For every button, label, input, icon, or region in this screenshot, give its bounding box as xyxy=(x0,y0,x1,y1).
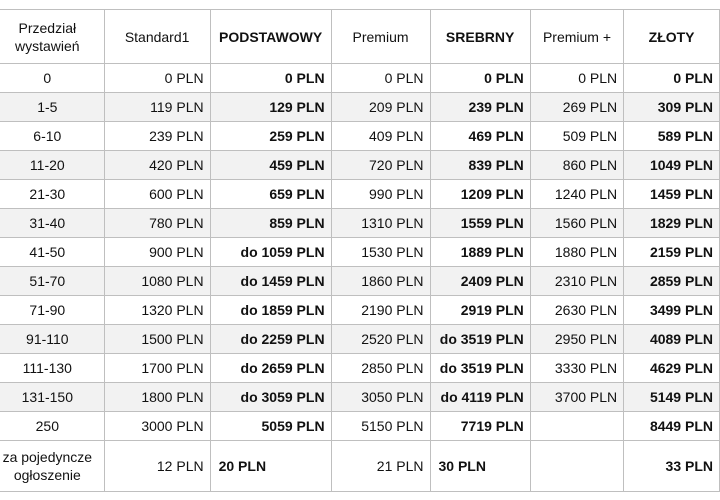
price-cell: 1560 PLN xyxy=(530,209,623,238)
price-cell: 1049 PLN xyxy=(624,151,720,180)
price-cell: 8449 PLN xyxy=(624,412,720,441)
price-cell: 7719 PLN xyxy=(430,412,530,441)
price-cell: 259 PLN xyxy=(210,122,331,151)
price-cell: 1209 PLN xyxy=(430,180,530,209)
range-cell: 6-10 xyxy=(0,122,104,151)
range-cell: 71-90 xyxy=(0,296,104,325)
price-cell: 420 PLN xyxy=(104,151,210,180)
price-cell: 5059 PLN xyxy=(210,412,331,441)
price-cell: do 3059 PLN xyxy=(210,383,331,412)
price-cell: 469 PLN xyxy=(430,122,530,151)
price-cell: 2630 PLN xyxy=(530,296,623,325)
price-cell: 0 PLN xyxy=(331,64,430,93)
header-range: Przedział wystawień xyxy=(0,10,104,64)
price-cell: 659 PLN xyxy=(210,180,331,209)
header-standard1: Standard1 xyxy=(104,10,210,64)
footer-row xyxy=(0,441,720,492)
price-cell: 1080 PLN xyxy=(104,267,210,296)
footer-price-cell: 20 PLN xyxy=(210,441,331,492)
price-cell: do 4119 PLN xyxy=(430,383,530,412)
price-cell: do 1459 PLN xyxy=(210,267,331,296)
price-cell: 2409 PLN xyxy=(430,267,530,296)
price-cell: 1320 PLN xyxy=(104,296,210,325)
price-cell: 600 PLN xyxy=(104,180,210,209)
footer-price-cell: 12 PLN xyxy=(104,441,210,492)
table-row xyxy=(0,383,720,412)
table-row xyxy=(0,151,720,180)
price-cell: 269 PLN xyxy=(530,93,623,122)
price-cell: 209 PLN xyxy=(331,93,430,122)
range-cell: 51-70 xyxy=(0,267,104,296)
price-cell: do 1059 PLN xyxy=(210,238,331,267)
price-cell: 1829 PLN xyxy=(624,209,720,238)
range-cell: 111-130 xyxy=(0,354,104,383)
table-row xyxy=(0,296,720,325)
price-cell: 720 PLN xyxy=(331,151,430,180)
price-cell: 1530 PLN xyxy=(331,238,430,267)
table-row xyxy=(0,93,720,122)
footer-price-cell: 21 PLN xyxy=(331,441,430,492)
header-srebrny: SREBRNY xyxy=(430,10,530,64)
header-podstawowy: PODSTAWOWY xyxy=(210,10,331,64)
range-cell: 131-150 xyxy=(0,383,104,412)
price-cell: 2520 PLN xyxy=(331,325,430,354)
price-cell: 780 PLN xyxy=(104,209,210,238)
price-cell: do 1859 PLN xyxy=(210,296,331,325)
price-cell xyxy=(530,412,623,441)
price-cell: do 3519 PLN xyxy=(430,354,530,383)
table-row xyxy=(0,209,720,238)
price-cell: 2850 PLN xyxy=(331,354,430,383)
price-cell: 0 PLN xyxy=(430,64,530,93)
price-cell: 3330 PLN xyxy=(530,354,623,383)
price-cell: 990 PLN xyxy=(331,180,430,209)
price-cell: 3000 PLN xyxy=(104,412,210,441)
price-cell: 860 PLN xyxy=(530,151,623,180)
price-cell: 2919 PLN xyxy=(430,296,530,325)
header-premium-plus: Premium + xyxy=(530,10,623,64)
table-row xyxy=(0,354,720,383)
price-cell: 239 PLN xyxy=(104,122,210,151)
price-cell: 1800 PLN xyxy=(104,383,210,412)
price-cell: 1700 PLN xyxy=(104,354,210,383)
range-cell: 91-110 xyxy=(0,325,104,354)
price-cell: 309 PLN xyxy=(624,93,720,122)
price-cell: 589 PLN xyxy=(624,122,720,151)
price-cell: 859 PLN xyxy=(210,209,331,238)
header-zloty: ZŁOTY xyxy=(624,10,720,64)
price-cell: 1860 PLN xyxy=(331,267,430,296)
price-cell: 1500 PLN xyxy=(104,325,210,354)
price-cell: 1310 PLN xyxy=(331,209,430,238)
price-cell: 1240 PLN xyxy=(530,180,623,209)
range-cell: 1-5 xyxy=(0,93,104,122)
price-cell: 3499 PLN xyxy=(624,296,720,325)
range-cell: 250 xyxy=(0,412,104,441)
table-row xyxy=(0,122,720,151)
footer-price-cell: 30 PLN xyxy=(430,441,530,492)
table-row xyxy=(0,325,720,354)
price-cell: 2859 PLN xyxy=(624,267,720,296)
range-cell: 21-30 xyxy=(0,180,104,209)
price-cell: 2159 PLN xyxy=(624,238,720,267)
price-cell: 3700 PLN xyxy=(530,383,623,412)
footer-price-cell xyxy=(530,441,623,492)
price-cell: 1880 PLN xyxy=(530,238,623,267)
range-cell: 0 xyxy=(0,64,104,93)
price-cell: 239 PLN xyxy=(430,93,530,122)
price-cell: 119 PLN xyxy=(104,93,210,122)
price-cell: 1559 PLN xyxy=(430,209,530,238)
price-cell: 129 PLN xyxy=(210,93,331,122)
price-cell: 3050 PLN xyxy=(331,383,430,412)
price-cell: 0 PLN xyxy=(210,64,331,93)
price-cell: 0 PLN xyxy=(530,64,623,93)
table-row xyxy=(0,238,720,267)
price-cell: do 3519 PLN xyxy=(430,325,530,354)
header-row xyxy=(0,10,720,64)
price-cell: 4629 PLN xyxy=(624,354,720,383)
price-cell: 900 PLN xyxy=(104,238,210,267)
price-cell: 1459 PLN xyxy=(624,180,720,209)
range-cell: 11-20 xyxy=(0,151,104,180)
price-cell: do 2659 PLN xyxy=(210,354,331,383)
range-cell: 31-40 xyxy=(0,209,104,238)
footer-price-cell: 33 PLN xyxy=(624,441,720,492)
table-row xyxy=(0,180,720,209)
price-cell: 1889 PLN xyxy=(430,238,530,267)
price-cell: do 2259 PLN xyxy=(210,325,331,354)
price-cell: 0 PLN xyxy=(624,64,720,93)
price-cell: 459 PLN xyxy=(210,151,331,180)
price-cell: 4089 PLN xyxy=(624,325,720,354)
price-cell: 839 PLN xyxy=(430,151,530,180)
price-cell: 409 PLN xyxy=(331,122,430,151)
header-premium: Premium xyxy=(331,10,430,64)
table-row xyxy=(0,412,720,441)
pricing-table xyxy=(0,9,720,492)
price-cell: 5149 PLN xyxy=(624,383,720,412)
price-cell: 509 PLN xyxy=(530,122,623,151)
table-row xyxy=(0,64,720,93)
table-row xyxy=(0,267,720,296)
price-cell: 2190 PLN xyxy=(331,296,430,325)
price-cell: 2950 PLN xyxy=(530,325,623,354)
price-cell: 2310 PLN xyxy=(530,267,623,296)
price-cell: 5150 PLN xyxy=(331,412,430,441)
footer-range-cell: za pojedyncze ogłoszenie xyxy=(0,441,104,492)
range-cell: 41-50 xyxy=(0,238,104,267)
price-cell: 0 PLN xyxy=(104,64,210,93)
